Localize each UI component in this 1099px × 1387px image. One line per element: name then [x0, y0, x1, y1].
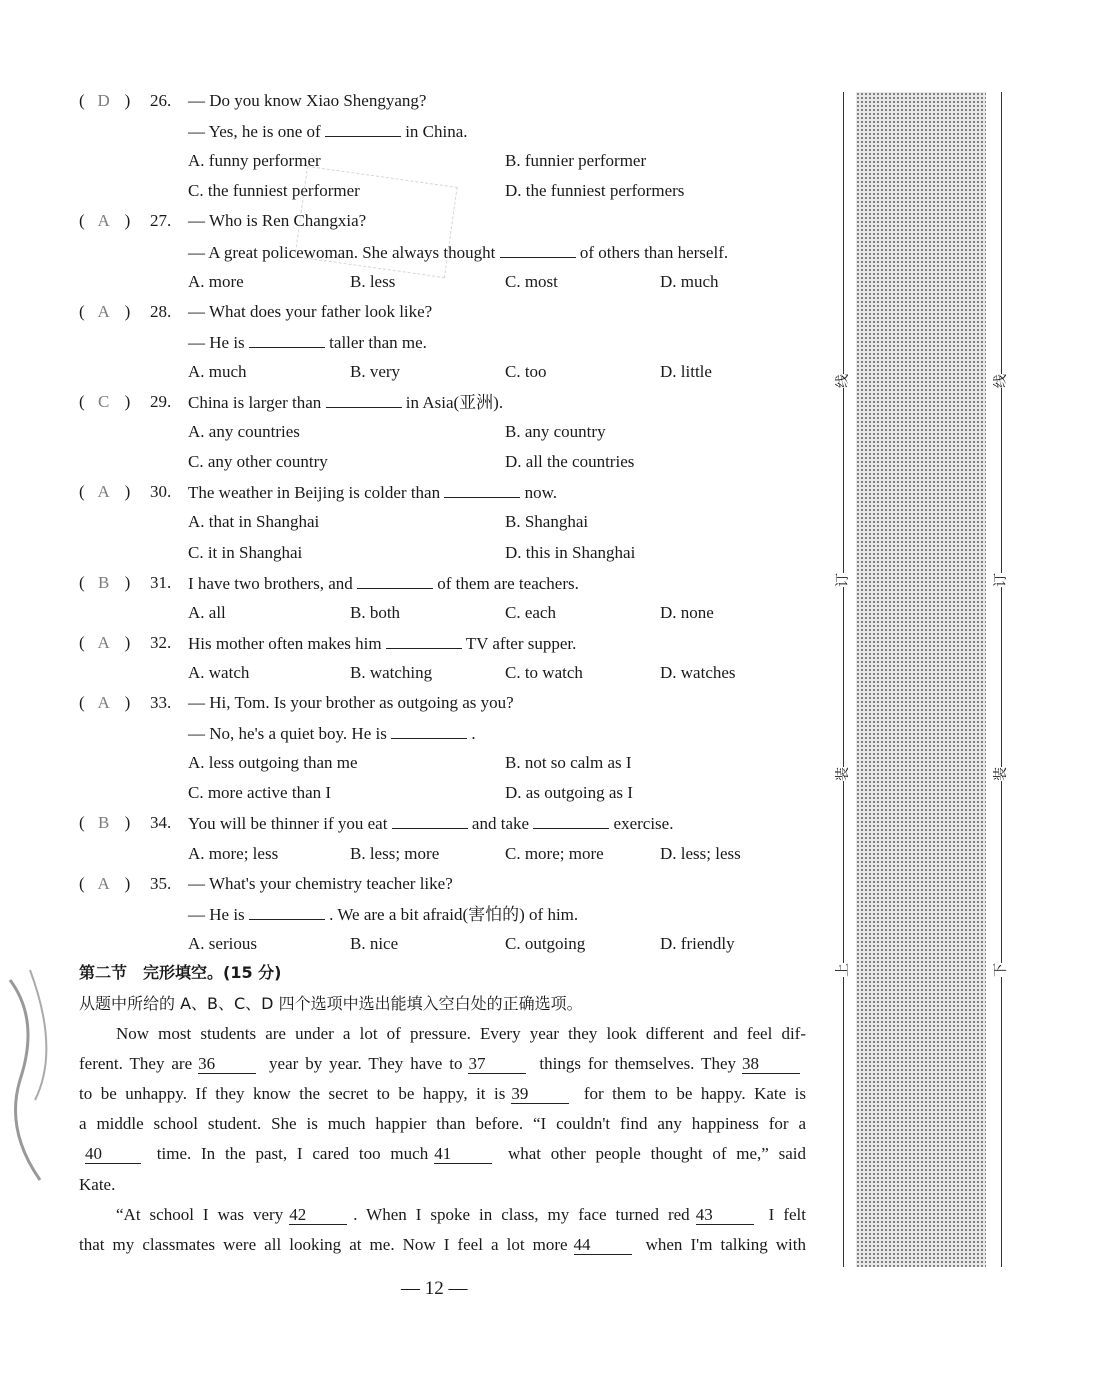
binding-label-outer-4: 下 [993, 963, 1009, 977]
cloze-blank-41[interactable]: 41 [434, 1145, 492, 1164]
cut-line-inner [843, 92, 844, 1267]
answer-letter: A [97, 482, 110, 502]
passage-text: for them to be happy. Kate is [575, 1084, 806, 1104]
option-b: B. not so calm as I [505, 753, 632, 773]
answer-letter: A [97, 301, 110, 321]
stem-text: You will be thinner if you eat [188, 814, 392, 834]
question-stem-line [188, 722, 476, 745]
stem-text: of them are teachers. [433, 573, 579, 593]
answer-blank[interactable] [533, 812, 609, 829]
answer-letter: D [97, 91, 110, 110]
passage-line [79, 1174, 115, 1196]
question-stem-line [188, 90, 426, 112]
answer-blank[interactable] [391, 722, 467, 739]
question-stem-line [188, 632, 576, 655]
option-d: D. friendly [660, 933, 735, 953]
question-number: 32. [150, 632, 172, 652]
bracket-close: ) [124, 301, 131, 321]
passage-line [79, 1234, 806, 1256]
option-a: A. more; less [188, 843, 279, 863]
option-c: C. more active than I [188, 783, 332, 803]
passage-text: what other people thought of me,” said [498, 1144, 806, 1164]
option-a: A. much [188, 361, 247, 381]
question-number: 30. [150, 482, 172, 502]
question-number: 27. [150, 211, 172, 231]
question-stem-line [188, 873, 453, 895]
answer-bracket [79, 572, 130, 594]
answer-letter: A [97, 632, 110, 652]
question-stem-line [188, 301, 432, 323]
cloze-blank-40[interactable]: 40 [85, 1145, 141, 1164]
passage-text: ferent. They are [79, 1054, 193, 1074]
question-number: 33. [150, 693, 172, 712]
option-b: B. both [350, 602, 401, 622]
question-number: 29. [150, 392, 172, 411]
cloze-blank-37[interactable]: 37 [468, 1055, 526, 1074]
option-c: C. any other country [188, 452, 328, 472]
passage-text: “At school I was very [116, 1204, 284, 1224]
option-b: B. any country [505, 422, 606, 442]
passage-text: year by year. They have to [262, 1054, 463, 1074]
answer-letter: A [97, 693, 110, 712]
stem-text: now. [520, 483, 558, 503]
passage-text: a middle school student. She is much happier than before. “I couldn't find any happiness for a [79, 1114, 806, 1134]
passage-line [79, 1053, 806, 1075]
answer-blank[interactable] [392, 812, 468, 829]
answer-blank[interactable] [249, 331, 325, 348]
stem-text: TV after supper. [461, 633, 577, 653]
passage-text: Kate. [79, 1174, 116, 1194]
question-stem-line [188, 120, 468, 143]
question-number: 35. [150, 873, 172, 893]
stem-text: — A great policewoman. She always thought [188, 242, 500, 262]
stem-text: . We are a bit afraid(害怕的) of him. [324, 904, 579, 924]
cloze-blank-39[interactable]: 39 [511, 1085, 569, 1104]
binding-label-outer-3: 装 [993, 767, 1009, 781]
answer-bracket [79, 210, 130, 232]
cloze-blank-42[interactable]: 42 [289, 1206, 347, 1225]
bracket-close: ) [124, 91, 131, 110]
bracket-close: ) [124, 482, 131, 502]
option-a: A. watch [188, 662, 250, 682]
option-d: D. as outgoing as I [505, 783, 633, 803]
option-d: D. much [660, 271, 719, 291]
stem-text: of others than herself. [575, 242, 729, 262]
option-b: B. nice [350, 933, 399, 953]
option-c: C. the funniest performer [188, 181, 360, 201]
bracket-close: ) [124, 693, 131, 712]
bracket-open: ( [79, 91, 85, 110]
cloze-blank-36[interactable]: 36 [198, 1055, 256, 1074]
bracket-close: ) [124, 211, 131, 231]
option-a: A. that in Shanghai [188, 512, 320, 532]
answer-bracket [79, 391, 130, 413]
answer-bracket [79, 873, 130, 895]
answer-blank[interactable] [444, 481, 520, 498]
option-d: D. little [660, 361, 712, 381]
bracket-open: ( [79, 211, 85, 231]
question-stem-line [188, 692, 514, 714]
option-a: A. serious [188, 933, 257, 953]
passage-text: to be unhappy. If they know the secret to be happy, it is [79, 1084, 506, 1104]
question-stem-line [188, 391, 503, 414]
passage-line [79, 1143, 806, 1165]
bracket-open: ( [79, 301, 85, 321]
passage-text: that my classmates were all looking at me. Now I feel a lot more [79, 1234, 568, 1254]
cloze-blank-43[interactable]: 43 [696, 1206, 754, 1225]
answer-letter: A [97, 873, 110, 893]
binding-label-inner-2: 订 [835, 573, 851, 587]
passage-line [79, 1113, 806, 1135]
binding-label-inner-3: 装 [835, 767, 851, 781]
question-number: 31. [150, 572, 172, 592]
answer-letter: A [97, 211, 110, 231]
option-c: C. to watch [505, 662, 583, 682]
answer-bracket [79, 481, 130, 503]
bracket-close: ) [124, 873, 131, 893]
option-c: C. each [505, 602, 556, 622]
answer-letter: B [98, 813, 110, 833]
stem-text: His mother often makes him [188, 633, 386, 653]
option-a: A. more [188, 271, 244, 291]
option-c: C. more; more [505, 843, 604, 863]
passage-line [116, 1204, 806, 1226]
bracket-close: ) [124, 813, 131, 833]
option-d: D. less; less [660, 843, 741, 863]
question-stem-line [188, 331, 427, 354]
option-d: D. watches [660, 662, 736, 682]
option-b: B. less; more [350, 843, 440, 863]
answer-blank[interactable] [249, 903, 325, 920]
passage-text: time. In the past, I cared too much [147, 1144, 429, 1164]
option-b: B. Shanghai [505, 512, 589, 532]
passage-text: things for themselves. They [532, 1054, 736, 1074]
option-b: B. very [350, 361, 401, 381]
binding-label-outer-2: 订 [993, 573, 1009, 587]
bracket-open: ( [79, 693, 85, 712]
answer-blank[interactable] [325, 120, 401, 137]
question-stem-line [188, 572, 579, 595]
answer-blank[interactable] [357, 572, 433, 589]
answer-bracket [79, 632, 130, 654]
stem-text: — He is [188, 332, 249, 352]
option-a: A. all [188, 602, 226, 622]
passage-text: when I'm talking with [637, 1234, 806, 1254]
dotted-strip [856, 92, 986, 1267]
option-a: A. less outgoing than me [188, 753, 358, 773]
bracket-close: ) [124, 632, 131, 652]
answer-blank[interactable] [326, 391, 402, 408]
stem-text: — Yes, he is one of [188, 122, 325, 142]
stem-text: The weather in Beijing is colder than [188, 483, 445, 503]
cloze-blank-44[interactable]: 44 [574, 1236, 632, 1255]
stem-text: — Who is Ren Changxia? [188, 211, 367, 231]
stem-text: exercise. [609, 814, 674, 834]
answer-bracket [79, 812, 130, 834]
stem-text: taller than me. [324, 332, 427, 352]
passage-text: I felt [759, 1204, 806, 1224]
passage-text: Now most students are under a lot of pressure. Every year they look different and feel dif- [116, 1024, 806, 1043]
stem-text: in Asia(亚洲). [401, 393, 504, 412]
bracket-open: ( [79, 813, 85, 833]
question-stem-line [188, 903, 578, 926]
corner-stamp-mark [0, 960, 70, 1200]
option-b: B. less [350, 271, 396, 291]
question-stem-line [188, 812, 673, 835]
stem-text: I have two brothers, and [188, 573, 358, 593]
passage-line [79, 1083, 806, 1105]
answer-letter: B [98, 572, 110, 592]
question-number: 34. [150, 813, 172, 833]
stem-text: — What does your father look like? [188, 301, 433, 321]
question-stem-line [188, 481, 557, 504]
option-a: A. any countries [188, 422, 300, 442]
option-d: D. this in Shanghai [505, 542, 636, 562]
bracket-close: ) [124, 572, 131, 592]
stem-text: — Do you know Xiao Shengyang? [188, 91, 427, 110]
answer-bracket [79, 90, 130, 112]
answer-blank[interactable] [500, 241, 576, 258]
passage-text: . When I spoke in class, my face turned red [353, 1204, 690, 1224]
bracket-open: ( [79, 482, 85, 502]
stem-text: — No, he's a quiet boy. He is [188, 724, 392, 744]
stem-text: . [467, 724, 476, 744]
bracket-open: ( [79, 632, 85, 652]
page-number: — 12 — [401, 1278, 468, 1299]
cloze-blank-38[interactable]: 38 [742, 1055, 800, 1074]
binding-label-inner-4: 上 [835, 963, 851, 977]
bracket-open: ( [79, 873, 85, 893]
section-instruction: 从题中所给的 A、B、C、D 四个选项中选出能填入空白处的正确选项。 [79, 994, 583, 1013]
cut-line-outer [1001, 92, 1002, 1267]
question-number: 26. [150, 91, 172, 110]
answer-bracket [79, 692, 130, 714]
stem-text: and take [467, 814, 534, 834]
option-a: A. funny performer [188, 151, 321, 171]
answer-bracket [79, 301, 130, 323]
option-d: D. the funniest performers [505, 181, 685, 201]
option-c: C. too [505, 361, 547, 381]
binding-label-outer-1: 线 [993, 374, 1009, 388]
bracket-open: ( [79, 572, 85, 592]
bracket-open: ( [79, 392, 85, 411]
question-number: 28. [150, 301, 172, 321]
option-c: C. most [505, 271, 558, 291]
option-d: D. all the countries [505, 452, 635, 472]
question-stem-line [188, 241, 728, 264]
stem-text: in China. [400, 122, 468, 142]
passage-line [116, 1023, 806, 1045]
section-title: 第二节 完形填空。(15 分) [79, 963, 282, 982]
answer-letter: C [98, 392, 110, 411]
bracket-close: ) [124, 392, 131, 411]
stem-text: — What's your chemistry teacher like? [188, 873, 453, 893]
binding-label-inner-1: 线 [835, 374, 851, 388]
answer-blank[interactable] [386, 632, 462, 649]
option-b: B. funnier performer [505, 151, 647, 171]
option-b: B. watching [350, 662, 433, 682]
option-c: C. it in Shanghai [188, 542, 303, 562]
stem-text: China is larger than [188, 393, 326, 412]
stem-text: — Hi, Tom. Is your brother as outgoing as you? [188, 693, 514, 712]
option-d: D. none [660, 602, 714, 622]
option-c: C. outgoing [505, 933, 586, 953]
stem-text: — He is [188, 904, 249, 924]
